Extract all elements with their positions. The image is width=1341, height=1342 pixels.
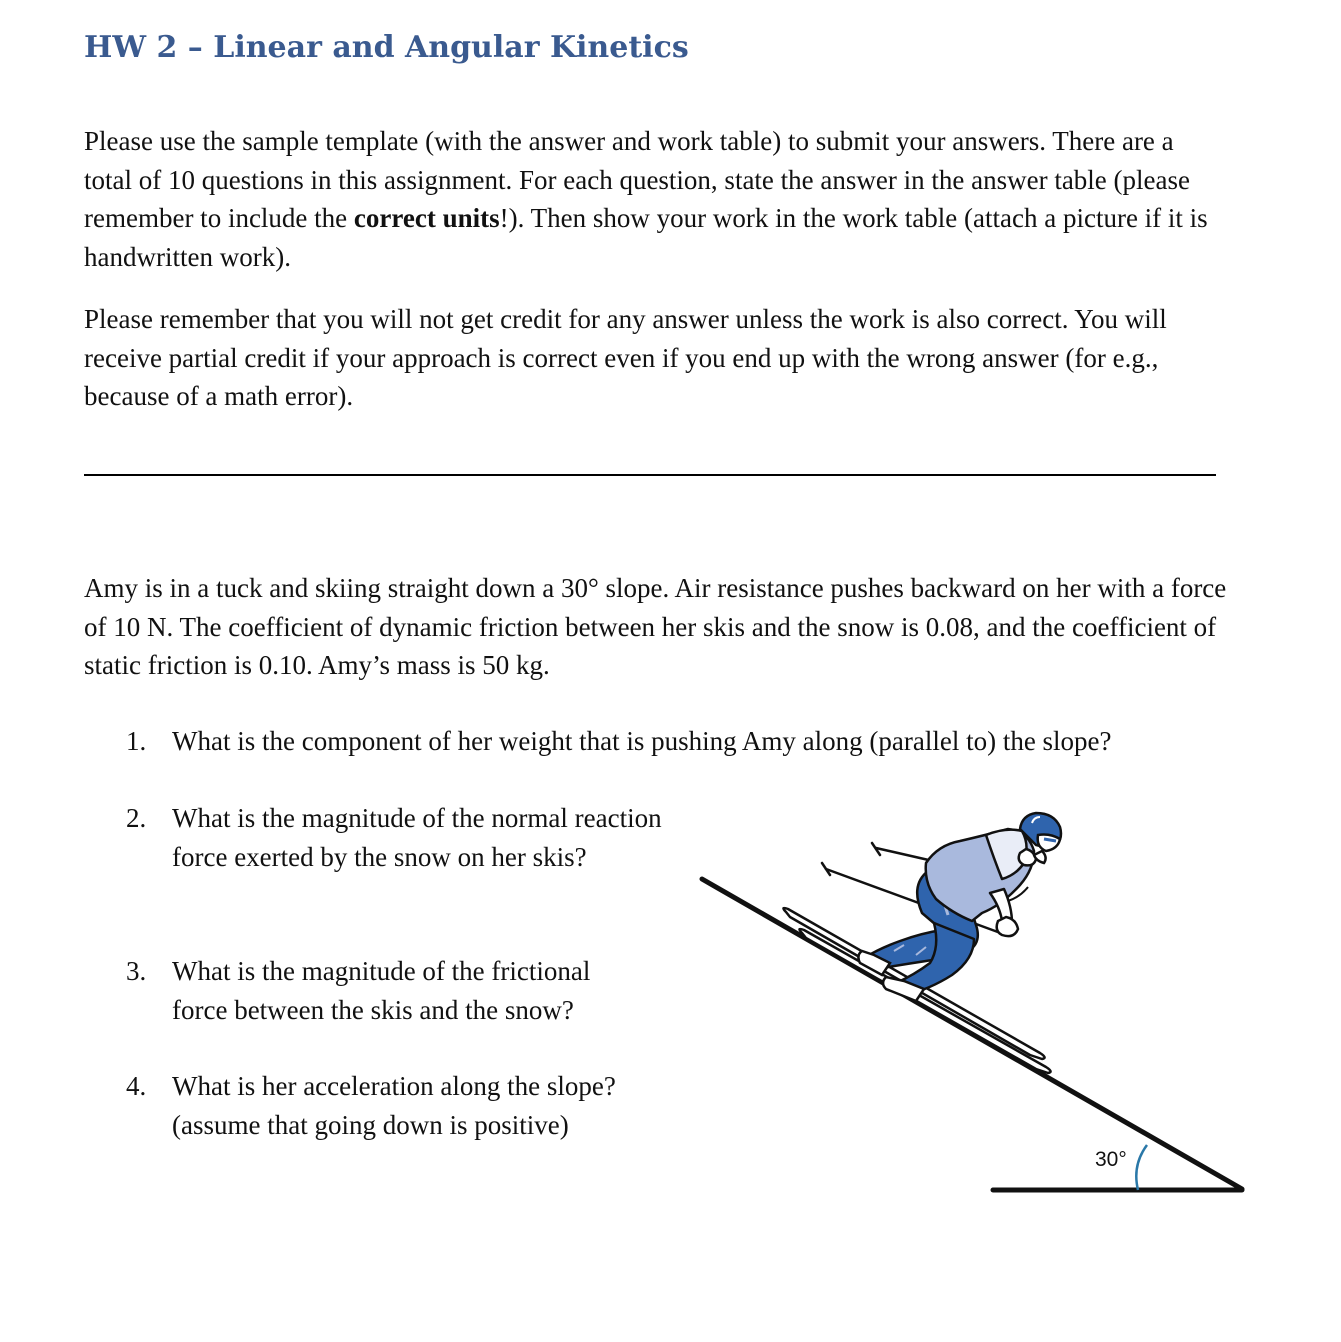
intro-text-after: !). Then show your work in the work table (attach a picture if it is handwritten work).	[84, 203, 1208, 272]
problem-statement: Amy is in a tuck and skiing straight down a 30° slope. Air resistance pushes backward on her with a force of 10 N. The coefficient of dynamic friction between her skis and the snow is 0.08, and the coefficient of static friction is 0.10. Amy’s mass is 50 kg.	[84, 573, 1227, 680]
page-title: HW 2 – Linear and Angular Kinetics	[84, 30, 689, 65]
intro-text-before: Please use the sample template (with the answer and work table) to submit your answers. There are a total of 10 questions in this assignment. For each question, state the answer in the answer table (please remember to include the	[84, 126, 1190, 233]
question-number: 2.	[126, 803, 147, 833]
question-number: 1.	[126, 726, 147, 756]
question-text: What is the magnitude of the frictional force between the skis and the snow?	[172, 956, 591, 1025]
question-text: What is her acceleration along the slope? (assume that going down is positive)	[172, 1071, 616, 1140]
question-number: 4.	[126, 1071, 147, 1101]
correct-units-emphasis: correct units	[353, 203, 500, 233]
intro-paragraph-1	[84, 122, 1224, 276]
section-divider	[84, 474, 1216, 476]
intro-paragraph-2: Please remember that you will not get credit for any answer unless the work is also correct. You will receive partial credit if your approach is correct even if you end up with the wrong answer (for e.g., because of a math error).	[84, 304, 1167, 411]
angle-arc	[1136, 1145, 1147, 1190]
question-number: 3.	[126, 956, 147, 986]
question-text: What is the component of her weight that is pushing Amy along (parallel to) the slope?	[172, 726, 1112, 756]
question-text: What is the magnitude of the normal reaction force exerted by the snow on her skis?	[172, 803, 662, 872]
angle-label: 30°	[1095, 1148, 1127, 1171]
skier-on-slope-figure	[690, 805, 1250, 1200]
